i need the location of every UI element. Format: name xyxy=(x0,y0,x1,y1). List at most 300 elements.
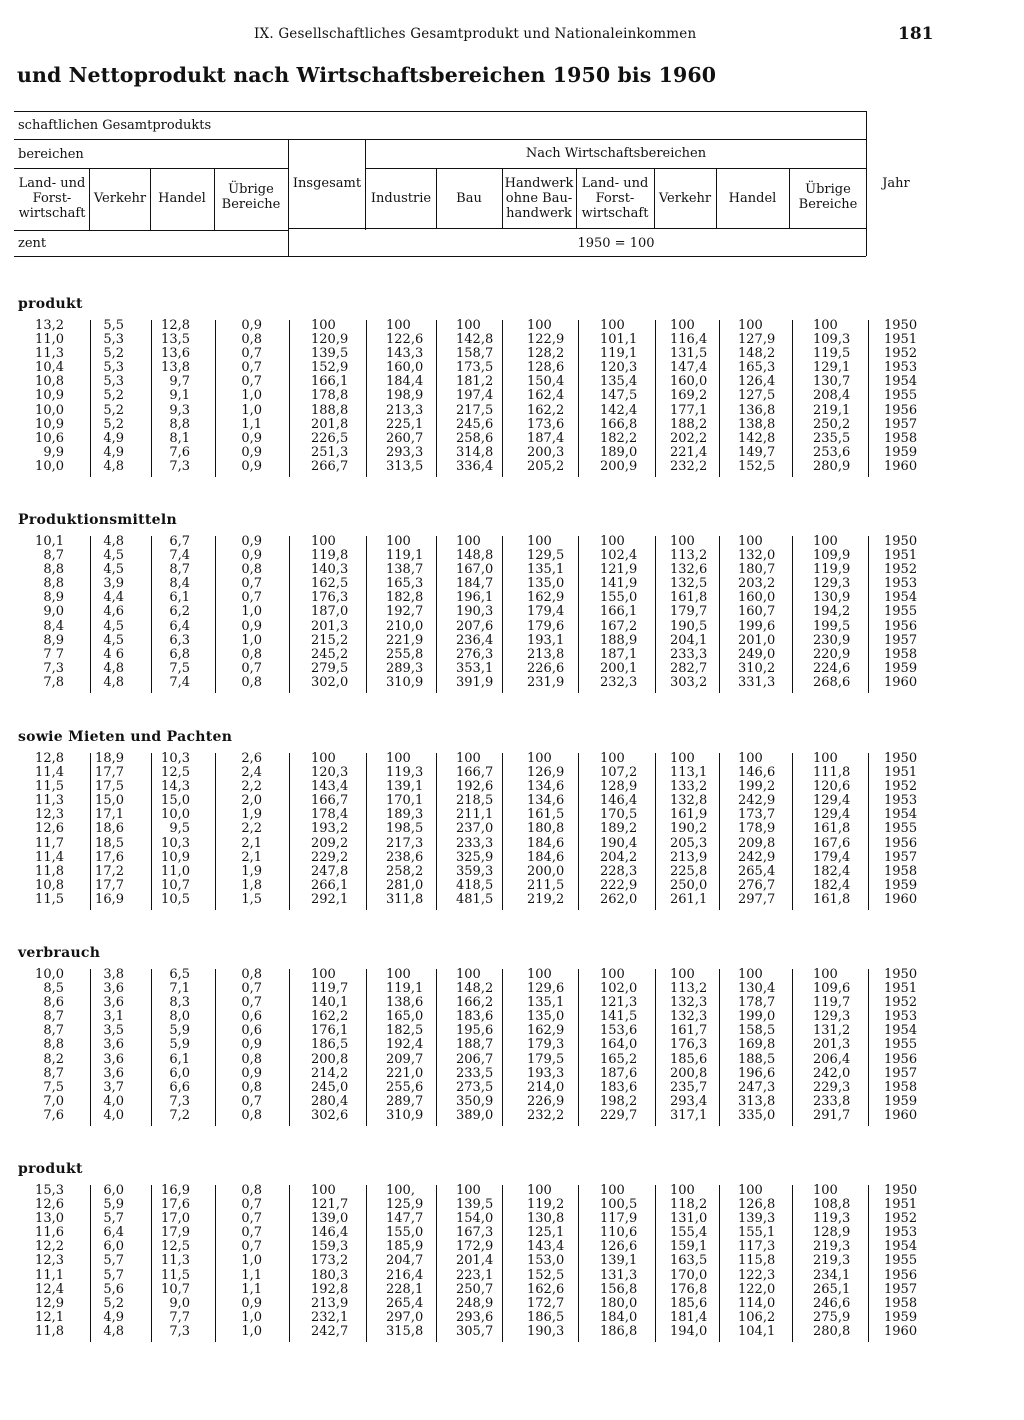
table-cell: 359,3 xyxy=(456,863,494,879)
table-cell: 4,5 xyxy=(103,562,124,578)
table-cell: 255,6 xyxy=(386,1079,424,1095)
table-cell: 102,4 xyxy=(600,548,638,564)
table-cell: 119,1 xyxy=(600,346,638,362)
column-separator xyxy=(792,320,793,477)
table-cell: 179,3 xyxy=(527,1037,565,1053)
table-cell: 179,4 xyxy=(813,849,851,865)
table-cell: 208,4 xyxy=(813,388,851,404)
table-cell: 186,5 xyxy=(311,1037,349,1053)
table-cell: 0,7 xyxy=(241,590,262,606)
table-cell: 111,8 xyxy=(813,765,851,781)
column-separator xyxy=(502,1185,503,1342)
table-cell: 10,3 xyxy=(161,751,190,766)
data-column-left xyxy=(150,968,190,1123)
table-cell: 202,2 xyxy=(670,430,708,446)
table-cell: 176,8 xyxy=(670,1281,708,1297)
table-cell: 130,7 xyxy=(813,374,851,390)
table-cell: 131,3 xyxy=(600,1267,638,1283)
table-cell: 109,6 xyxy=(813,981,851,997)
data-column-left xyxy=(222,535,262,690)
table-cell: 182,2 xyxy=(600,430,638,446)
table-cell: 206,7 xyxy=(456,1051,494,1067)
table-cell: 100 xyxy=(527,1183,552,1198)
header-jahr: Jahr xyxy=(882,176,910,191)
table-cell: 135,0 xyxy=(527,576,565,592)
data-column-right xyxy=(311,535,357,690)
year-cell: 1953 xyxy=(884,576,918,592)
table-cell: 8,9 xyxy=(43,590,64,606)
table-cell: 126,9 xyxy=(527,765,565,781)
data-column-left xyxy=(24,968,64,1123)
data-column-right xyxy=(386,535,432,690)
table-cell: 216,4 xyxy=(386,1267,424,1283)
table-cell: 236,4 xyxy=(456,632,494,648)
table-cell: 265,4 xyxy=(738,863,776,879)
table-cell: 9,5 xyxy=(169,821,190,837)
table-cell: 7,3 xyxy=(43,660,64,676)
table-cell: 129,5 xyxy=(527,548,565,564)
table-cell: 161,7 xyxy=(670,1023,708,1039)
table-cell: 335,0 xyxy=(738,1107,776,1123)
year-cell: 1959 xyxy=(884,444,918,460)
year-column xyxy=(884,968,924,1123)
table-cell: 0,9 xyxy=(241,1037,262,1053)
data-column-left xyxy=(24,319,64,474)
table-cell: 229,2 xyxy=(311,849,349,865)
table-cell: 313,8 xyxy=(738,1093,776,1109)
header-col-bau: Bau xyxy=(456,191,482,206)
header-col-handel: Handel xyxy=(158,191,206,206)
table-cell: 188,5 xyxy=(738,1051,776,1067)
table-cell: 266,1 xyxy=(311,877,349,893)
table-cell: 0,9 xyxy=(241,458,262,474)
table-cell: 12,4 xyxy=(35,1281,64,1297)
table-cell: 133,2 xyxy=(670,779,708,795)
data-column-left xyxy=(84,535,124,690)
column-separator xyxy=(655,753,656,910)
table-cell: 119,1 xyxy=(386,548,424,564)
column-separator xyxy=(289,536,290,693)
table-cell: 188,2 xyxy=(670,416,708,432)
table-cell: 247,3 xyxy=(738,1079,776,1095)
table-cell: 9,3 xyxy=(169,402,190,418)
table-cell: 0,7 xyxy=(241,1225,262,1241)
table-cell: 116,4 xyxy=(670,332,708,348)
data-column-right xyxy=(311,752,357,907)
table-cell: 305,7 xyxy=(456,1323,494,1339)
table-cell: 100 xyxy=(813,318,838,333)
table-cell: 121,3 xyxy=(600,995,638,1011)
table-cell: 0,7 xyxy=(241,360,262,376)
table-cell: 178,7 xyxy=(738,995,776,1011)
table-cell: 12,6 xyxy=(35,1197,64,1213)
header-rule-2 xyxy=(14,139,866,140)
table-cell: 211,1 xyxy=(456,807,494,823)
table-cell: 100 xyxy=(456,751,481,766)
table-cell: 221,9 xyxy=(386,632,424,648)
table-cell: 173,5 xyxy=(456,360,494,376)
table-cell: 219,2 xyxy=(527,891,565,907)
table-cell: 158,5 xyxy=(738,1023,776,1039)
table-cell: 481,5 xyxy=(456,891,494,907)
year-cell: 1959 xyxy=(884,660,918,676)
data-column-left xyxy=(222,968,262,1123)
year-cell: 1954 xyxy=(884,1023,918,1039)
table-cell: 183,6 xyxy=(456,1009,494,1025)
table-cell: 196,1 xyxy=(456,590,494,606)
table-cell: 17,6 xyxy=(95,849,124,865)
header-rule-4-right xyxy=(288,228,866,229)
table-cell: 210,0 xyxy=(386,618,424,634)
table-cell: 223,1 xyxy=(456,1267,494,1283)
data-column-right xyxy=(670,1184,716,1339)
table-cell: 119,8 xyxy=(311,548,349,564)
table-cell: 282,7 xyxy=(670,660,708,676)
table-cell: 139,1 xyxy=(386,779,424,795)
year-cell: 1952 xyxy=(884,1211,918,1227)
table-cell: 4,8 xyxy=(103,674,124,690)
table-cell: 108,8 xyxy=(813,1197,851,1213)
table-cell: 146,4 xyxy=(600,793,638,809)
table-cell: 13,2 xyxy=(35,318,64,333)
table-cell: 100 xyxy=(670,534,695,549)
table-cell: 265,4 xyxy=(386,1295,424,1311)
column-separator xyxy=(366,1185,367,1342)
table-cell: 11,3 xyxy=(35,346,64,362)
page-title: und Nettoprodukt nach Wirtschaftsbereichen 1950 bis 1960 xyxy=(17,63,717,87)
table-cell: 113,2 xyxy=(670,548,708,564)
table-cell: 0,7 xyxy=(241,1211,262,1227)
table-cell: 221,4 xyxy=(670,444,708,460)
table-cell: 100 xyxy=(386,318,411,333)
table-cell: 293,4 xyxy=(670,1093,708,1109)
table-cell: 6,7 xyxy=(169,534,190,549)
table-cell: 126,6 xyxy=(600,1239,638,1255)
table-cell: 100 xyxy=(813,967,838,982)
table-cell: 10,0 xyxy=(35,967,64,982)
table-cell: 8,4 xyxy=(43,618,64,634)
table-cell: 258,2 xyxy=(386,863,424,879)
year-cell: 1956 xyxy=(884,402,918,418)
table-cell: 188,9 xyxy=(600,632,638,648)
table-cell: 0,7 xyxy=(241,374,262,390)
table-cell: 0,7 xyxy=(241,1197,262,1213)
table-cell: 100 xyxy=(738,967,763,982)
data-column-left xyxy=(222,319,262,474)
table-cell: 194,0 xyxy=(670,1323,708,1339)
header-col-uebrige-right: Übrige Bereiche xyxy=(798,182,858,212)
data-column-left xyxy=(84,968,124,1123)
year-cell: 1953 xyxy=(884,793,918,809)
table-cell: 315,8 xyxy=(386,1323,424,1339)
table-cell: 317,1 xyxy=(670,1107,708,1123)
table-cell: 17,6 xyxy=(161,1197,190,1213)
table-cell: 3,6 xyxy=(103,995,124,1011)
table-cell: 17,2 xyxy=(95,863,124,879)
table-cell: 5,6 xyxy=(103,1281,124,1297)
table-cell: 13,0 xyxy=(35,1211,64,1227)
year-cell: 1953 xyxy=(884,360,918,376)
table-cell: 119,3 xyxy=(386,765,424,781)
table-cell: 1,0 xyxy=(241,1323,262,1339)
table-cell: 6,0 xyxy=(103,1239,124,1255)
table-cell: 7,3 xyxy=(169,458,190,474)
year-cell: 1950 xyxy=(884,318,918,333)
table-cell: 1,8 xyxy=(241,877,262,893)
table-cell: 128,6 xyxy=(527,360,565,376)
table-cell: 250,2 xyxy=(813,416,851,432)
table-cell: 143,4 xyxy=(311,779,349,795)
table-cell: 179,7 xyxy=(670,604,708,620)
table-cell: 8,2 xyxy=(43,1051,64,1067)
column-separator xyxy=(719,753,720,910)
table-cell: 209,7 xyxy=(386,1051,424,1067)
table-cell: 130,9 xyxy=(813,590,851,606)
table-cell: 120,3 xyxy=(311,765,349,781)
table-cell: 281,0 xyxy=(386,877,424,893)
table-cell: 3,6 xyxy=(103,1065,124,1081)
header-insgesamt: Insgesamt xyxy=(292,176,362,191)
table-cell: 10,0 xyxy=(35,458,64,474)
data-column-right xyxy=(738,535,784,690)
data-column-right xyxy=(813,535,859,690)
table-cell: 2,6 xyxy=(241,751,262,766)
table-cell: 3,9 xyxy=(103,576,124,592)
table-cell: 204,1 xyxy=(670,632,708,648)
column-separator xyxy=(868,320,869,477)
column-separator xyxy=(655,969,656,1126)
table-cell: 100 xyxy=(600,967,625,982)
table-cell: 119,2 xyxy=(527,1197,565,1213)
table-cell: 4,9 xyxy=(103,444,124,460)
table-cell: 7,6 xyxy=(169,444,190,460)
table-cell: 134,6 xyxy=(527,793,565,809)
table-cell: 280,9 xyxy=(813,458,851,474)
table-cell: 8,8 xyxy=(43,1037,64,1053)
table-cell: 8,4 xyxy=(169,576,190,592)
table-cell: 100 xyxy=(600,318,625,333)
table-cell: 15,0 xyxy=(161,793,190,809)
section-title: Produktionsmitteln xyxy=(18,512,177,528)
table-cell: 167,6 xyxy=(813,835,851,851)
table-cell: 15,3 xyxy=(35,1183,64,1198)
table-cell: 184,6 xyxy=(527,849,565,865)
table-cell: 155,0 xyxy=(386,1225,424,1241)
table-cell: 201,3 xyxy=(311,618,349,634)
table-cell: 228,3 xyxy=(600,863,638,879)
table-cell: 235,7 xyxy=(670,1079,708,1095)
table-cell: 8,3 xyxy=(169,995,190,1011)
table-cell: 12,3 xyxy=(35,1253,64,1269)
table-cell: 11,5 xyxy=(35,779,64,795)
table-cell: 251,3 xyxy=(311,444,349,460)
table-cell: 276,7 xyxy=(738,877,776,893)
table-cell: 6,4 xyxy=(103,1225,124,1241)
table-cell: 8,7 xyxy=(169,562,190,578)
table-cell: 235,5 xyxy=(813,430,851,446)
table-cell: 7,4 xyxy=(169,548,190,564)
table-cell: 100 xyxy=(738,534,763,549)
header-rule-bottom xyxy=(14,256,866,257)
table-cell: 162,6 xyxy=(527,1281,565,1297)
table-cell: 6,5 xyxy=(169,967,190,982)
table-cell: 0,6 xyxy=(241,1009,262,1025)
table-cell: 180,8 xyxy=(527,821,565,837)
page-number: 181 xyxy=(898,24,934,44)
table-cell: 233,8 xyxy=(813,1093,851,1109)
table-cell: 131,0 xyxy=(670,1211,708,1227)
table-cell: 126,8 xyxy=(738,1197,776,1213)
table-cell: 192,6 xyxy=(456,779,494,795)
table-cell: 101,1 xyxy=(600,332,638,348)
table-cell: 213,8 xyxy=(527,646,565,662)
table-cell: 0,7 xyxy=(241,576,262,592)
table-cell: 5,9 xyxy=(169,1023,190,1039)
table-cell: 9,0 xyxy=(43,604,64,620)
table-cell: 122,6 xyxy=(386,332,424,348)
table-cell: 138,6 xyxy=(386,995,424,1011)
data-column-right xyxy=(311,319,357,474)
table-cell: 159,1 xyxy=(670,1239,708,1255)
table-cell: 6,0 xyxy=(169,1065,190,1081)
table-cell: 10,0 xyxy=(161,807,190,823)
table-cell: 11,0 xyxy=(35,332,64,348)
table-cell: 127,5 xyxy=(738,388,776,404)
table-cell: 245,2 xyxy=(311,646,349,662)
table-cell: 6,8 xyxy=(169,646,190,662)
header-rule-3-right xyxy=(366,168,866,169)
table-cell: 160,0 xyxy=(670,374,708,390)
table-cell: 5,7 xyxy=(103,1211,124,1227)
table-cell: 16,9 xyxy=(161,1183,190,1198)
column-separator xyxy=(366,320,367,477)
table-cell: 11,4 xyxy=(35,849,64,865)
year-cell: 1958 xyxy=(884,646,918,662)
table-cell: 219,3 xyxy=(813,1253,851,1269)
table-cell: 131,2 xyxy=(813,1023,851,1039)
table-cell: 218,5 xyxy=(456,793,494,809)
table-cell: 232,2 xyxy=(670,458,708,474)
table-cell: 129,6 xyxy=(527,981,565,997)
table-cell: 18,9 xyxy=(95,751,124,766)
year-cell: 1957 xyxy=(884,849,918,865)
column-separator xyxy=(868,753,869,910)
data-column-right xyxy=(813,752,859,907)
table-cell: 13,8 xyxy=(161,360,190,376)
table-cell: 143,4 xyxy=(527,1239,565,1255)
section-title: sowie Mieten und Pachten xyxy=(18,729,233,745)
table-cell: 173,7 xyxy=(738,807,776,823)
column-separator xyxy=(289,320,290,477)
table-cell: 117,3 xyxy=(738,1239,776,1255)
table-cell: 234,1 xyxy=(813,1267,851,1283)
table-cell: 255,8 xyxy=(386,646,424,662)
table-cell: 203,2 xyxy=(738,576,776,592)
table-cell: 5,3 xyxy=(103,360,124,376)
table-cell: 389,0 xyxy=(456,1107,494,1123)
year-cell: 1958 xyxy=(884,863,918,879)
table-cell: 214,2 xyxy=(311,1065,349,1081)
table-cell: 11,3 xyxy=(35,793,64,809)
table-cell: 12,5 xyxy=(161,765,190,781)
table-cell: 120,9 xyxy=(311,332,349,348)
table-cell: 1,0 xyxy=(241,632,262,648)
data-column-right xyxy=(527,752,573,907)
table-cell: 132,6 xyxy=(670,562,708,578)
table-cell: 211,5 xyxy=(527,877,565,893)
table-cell: 104,1 xyxy=(738,1323,776,1339)
table-cell: 303,2 xyxy=(670,674,708,690)
table-cell: 1,0 xyxy=(241,604,262,620)
year-cell: 1951 xyxy=(884,981,918,997)
table-cell: 205,3 xyxy=(670,835,708,851)
table-cell: 182,4 xyxy=(813,877,851,893)
table-cell: 6,1 xyxy=(169,1051,190,1067)
table-cell: 142,8 xyxy=(456,332,494,348)
table-cell: 237,0 xyxy=(456,821,494,837)
data-column-right xyxy=(311,968,357,1123)
table-cell: 268,6 xyxy=(813,674,851,690)
table-cell: 297,0 xyxy=(386,1309,424,1325)
table-cell: 134,6 xyxy=(527,779,565,795)
table-cell: 100 xyxy=(527,751,552,766)
table-cell: 146,4 xyxy=(311,1225,349,1241)
table-cell: 184,4 xyxy=(386,374,424,390)
year-cell: 1952 xyxy=(884,779,918,795)
table-cell: 172,7 xyxy=(527,1295,565,1311)
table-cell: 120,3 xyxy=(600,360,638,376)
table-cell: 4,9 xyxy=(103,1309,124,1325)
table-cell: 6,2 xyxy=(169,604,190,620)
table-cell: 0,9 xyxy=(241,444,262,460)
table-cell: 192,8 xyxy=(311,1281,349,1297)
table-cell: 1,0 xyxy=(241,388,262,404)
table-cell: 193,2 xyxy=(311,821,349,837)
table-cell: 3,6 xyxy=(103,1051,124,1067)
data-column-left xyxy=(24,752,64,907)
table-cell: 258,6 xyxy=(456,430,494,446)
table-cell: 7,3 xyxy=(169,1323,190,1339)
year-cell: 1955 xyxy=(884,1037,918,1053)
column-separator xyxy=(578,320,579,477)
table-cell: 182,4 xyxy=(813,863,851,879)
data-column-right xyxy=(456,1184,502,1339)
table-cell: 161,8 xyxy=(813,821,851,837)
table-cell: 245,6 xyxy=(456,416,494,432)
year-column xyxy=(884,319,924,474)
table-cell: 129,3 xyxy=(813,576,851,592)
table-cell: 139,3 xyxy=(738,1211,776,1227)
table-cell: 293,3 xyxy=(386,444,424,460)
table-cell: 162,2 xyxy=(311,1009,349,1025)
table-cell: 6,3 xyxy=(169,632,190,648)
table-cell: 195,6 xyxy=(456,1023,494,1039)
table-cell: 179,6 xyxy=(527,618,565,634)
table-cell: 1,0 xyxy=(241,402,262,418)
table-cell: 200,8 xyxy=(670,1065,708,1081)
header-subgroup-left: bereichen xyxy=(18,147,84,162)
table-cell: 5,3 xyxy=(103,332,124,348)
table-cell: 206,4 xyxy=(813,1051,851,1067)
table-cell: 314,8 xyxy=(456,444,494,460)
table-cell: 0,8 xyxy=(241,1051,262,1067)
table-cell: 11,8 xyxy=(35,1323,64,1339)
data-column-right xyxy=(456,535,502,690)
table-cell: 3,7 xyxy=(103,1079,124,1095)
table-cell: 130,8 xyxy=(527,1211,565,1227)
table-cell: 172,9 xyxy=(456,1239,494,1255)
data-column-left xyxy=(24,535,64,690)
